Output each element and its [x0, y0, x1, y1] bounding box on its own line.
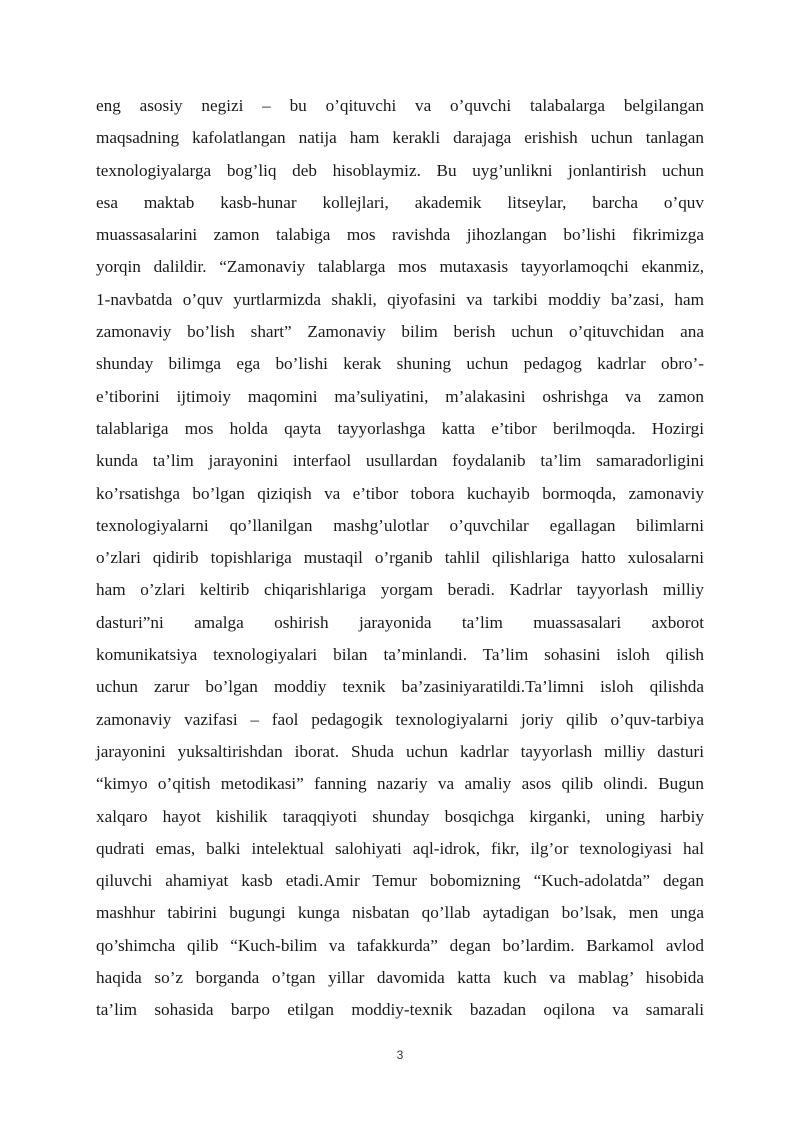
- text-line: e’tiborini ijtimoiy maqomini ma’suliyatini, m’alakasini oshrishga va zamon: [96, 386, 704, 406]
- text-line: 1-navbatda o’quv yurtlarmizda shakli, qiyofasini va tarkibi moddiy ba’zasi, ham: [96, 289, 704, 309]
- text-line: zamonaviy bo’lish shart” Zamonaviy bilim berish uchun o’qituvchidan ana: [96, 322, 704, 342]
- text-line: uchun zarur bo’lgan moddiy texnik ba’zasiniyaratildi.Ta’limni isloh qilishda: [96, 677, 704, 697]
- text-line: xalqaro hayot kishilik taraqqiyoti shunday bosqichga kirganki, uning harbiy: [96, 806, 704, 826]
- text-line: komunikatsiya texnologiyalari bilan ta’minlandi. Ta’lim sohasini isloh qilish: [96, 645, 704, 665]
- text-line: “kimyo o’qitish metodikasi” fanning nazariy va amaliy asos qilib olindi. Bugun: [96, 774, 704, 794]
- document-body: [96, 90, 704, 1027]
- text-line: maqsadning kafolatlangan natija ham kerakli darajaga erishish uchun tanlagan: [96, 128, 704, 148]
- text-line: ham o’zlari keltirib chiqarishlariga yorgam beradi. Kadrlar tayyorlash milliy: [96, 580, 704, 600]
- text-line: talablariga mos holda qayta tayyorlashga katta e’tibor berilmoqda. Hozirgi: [96, 418, 704, 438]
- text-line: esa maktab kasb-hunar kollejlari, akademik litseylar, barcha o’quv: [96, 192, 704, 212]
- page-number: 3: [396, 1048, 404, 1062]
- text-line: texnologiyalarga bog’liq deb hisoblaymiz. Bu uyg’unlikni jonlantirish uchun: [96, 160, 704, 180]
- text-line: muassasalarini zamon talabiga mos ravishda jihozlangan bo’lishi fikrimizga: [96, 225, 704, 245]
- text-line: yorqin dalildir. “Zamonaviy talablarga mos mutaxasis tayyorlamoqchi ekanmiz,: [96, 257, 704, 277]
- text-line: mashhur tabirini bugungi kunga nisbatan qo’llab aytadigan bo’lsak, men unga: [96, 903, 704, 923]
- text-line: haqida so’z borganda o’tgan yillar davomida katta kuch va mablag’ hisobida: [96, 968, 704, 988]
- text-line: o’zlari qidirib topishlariga mustaqil o’rganib tahlil qilishlariga hatto xulosalarni: [96, 548, 704, 568]
- text-line: texnologiyalarni qo’llanilgan mashg’ulotlar o’quvchilar egallagan bilimlarni: [96, 515, 704, 535]
- text-line: eng asosiy negizi – bu o’qituvchi va o’quvchi talabalarga belgilangan: [96, 96, 704, 115]
- text-line: qo’shimcha qilib “Kuch-bilim va tafakkurda” degan bo’lardim. Barkamol avlod: [96, 935, 704, 955]
- text-line: qudrati emas, balki intelektual salohiyati aql-idrok, fikr, ilg’or texnologiyasi hal: [96, 838, 704, 858]
- text-line: kunda ta’lim jarayonini interfaol usullardan foydalanib ta’lim samaradorligini: [96, 451, 704, 471]
- text-line: ta’lim sohasida barpo etilgan moddiy-texnik bazadan oqilona va samarali: [96, 1000, 704, 1020]
- text-line: shunday bilimga ega bo’lishi kerak shuning uchun pedagog kadrlar obro’-: [96, 354, 704, 374]
- text-line: dasturi”ni amalga oshirish jarayonida ta’lim muassasalari axborot: [96, 612, 704, 632]
- text-line: zamonaviy vazifasi – faol pedagogik texnologiyalarni joriy qilib o’quv-tarbiya: [96, 709, 704, 729]
- text-line: jarayonini yuksaltirishdan iborat. Shuda uchun kadrlar tayyorlash milliy dasturi: [96, 741, 704, 761]
- text-line: ko’rsatishga bo’lgan qiziqish va e’tibor tobora kuchayib bormoqda, zamonaviy: [96, 483, 704, 503]
- text-line: qiluvchi ahamiyat kasb etadi.Amir Temur bobomizning “Kuch-adolatda” degan: [96, 871, 704, 891]
